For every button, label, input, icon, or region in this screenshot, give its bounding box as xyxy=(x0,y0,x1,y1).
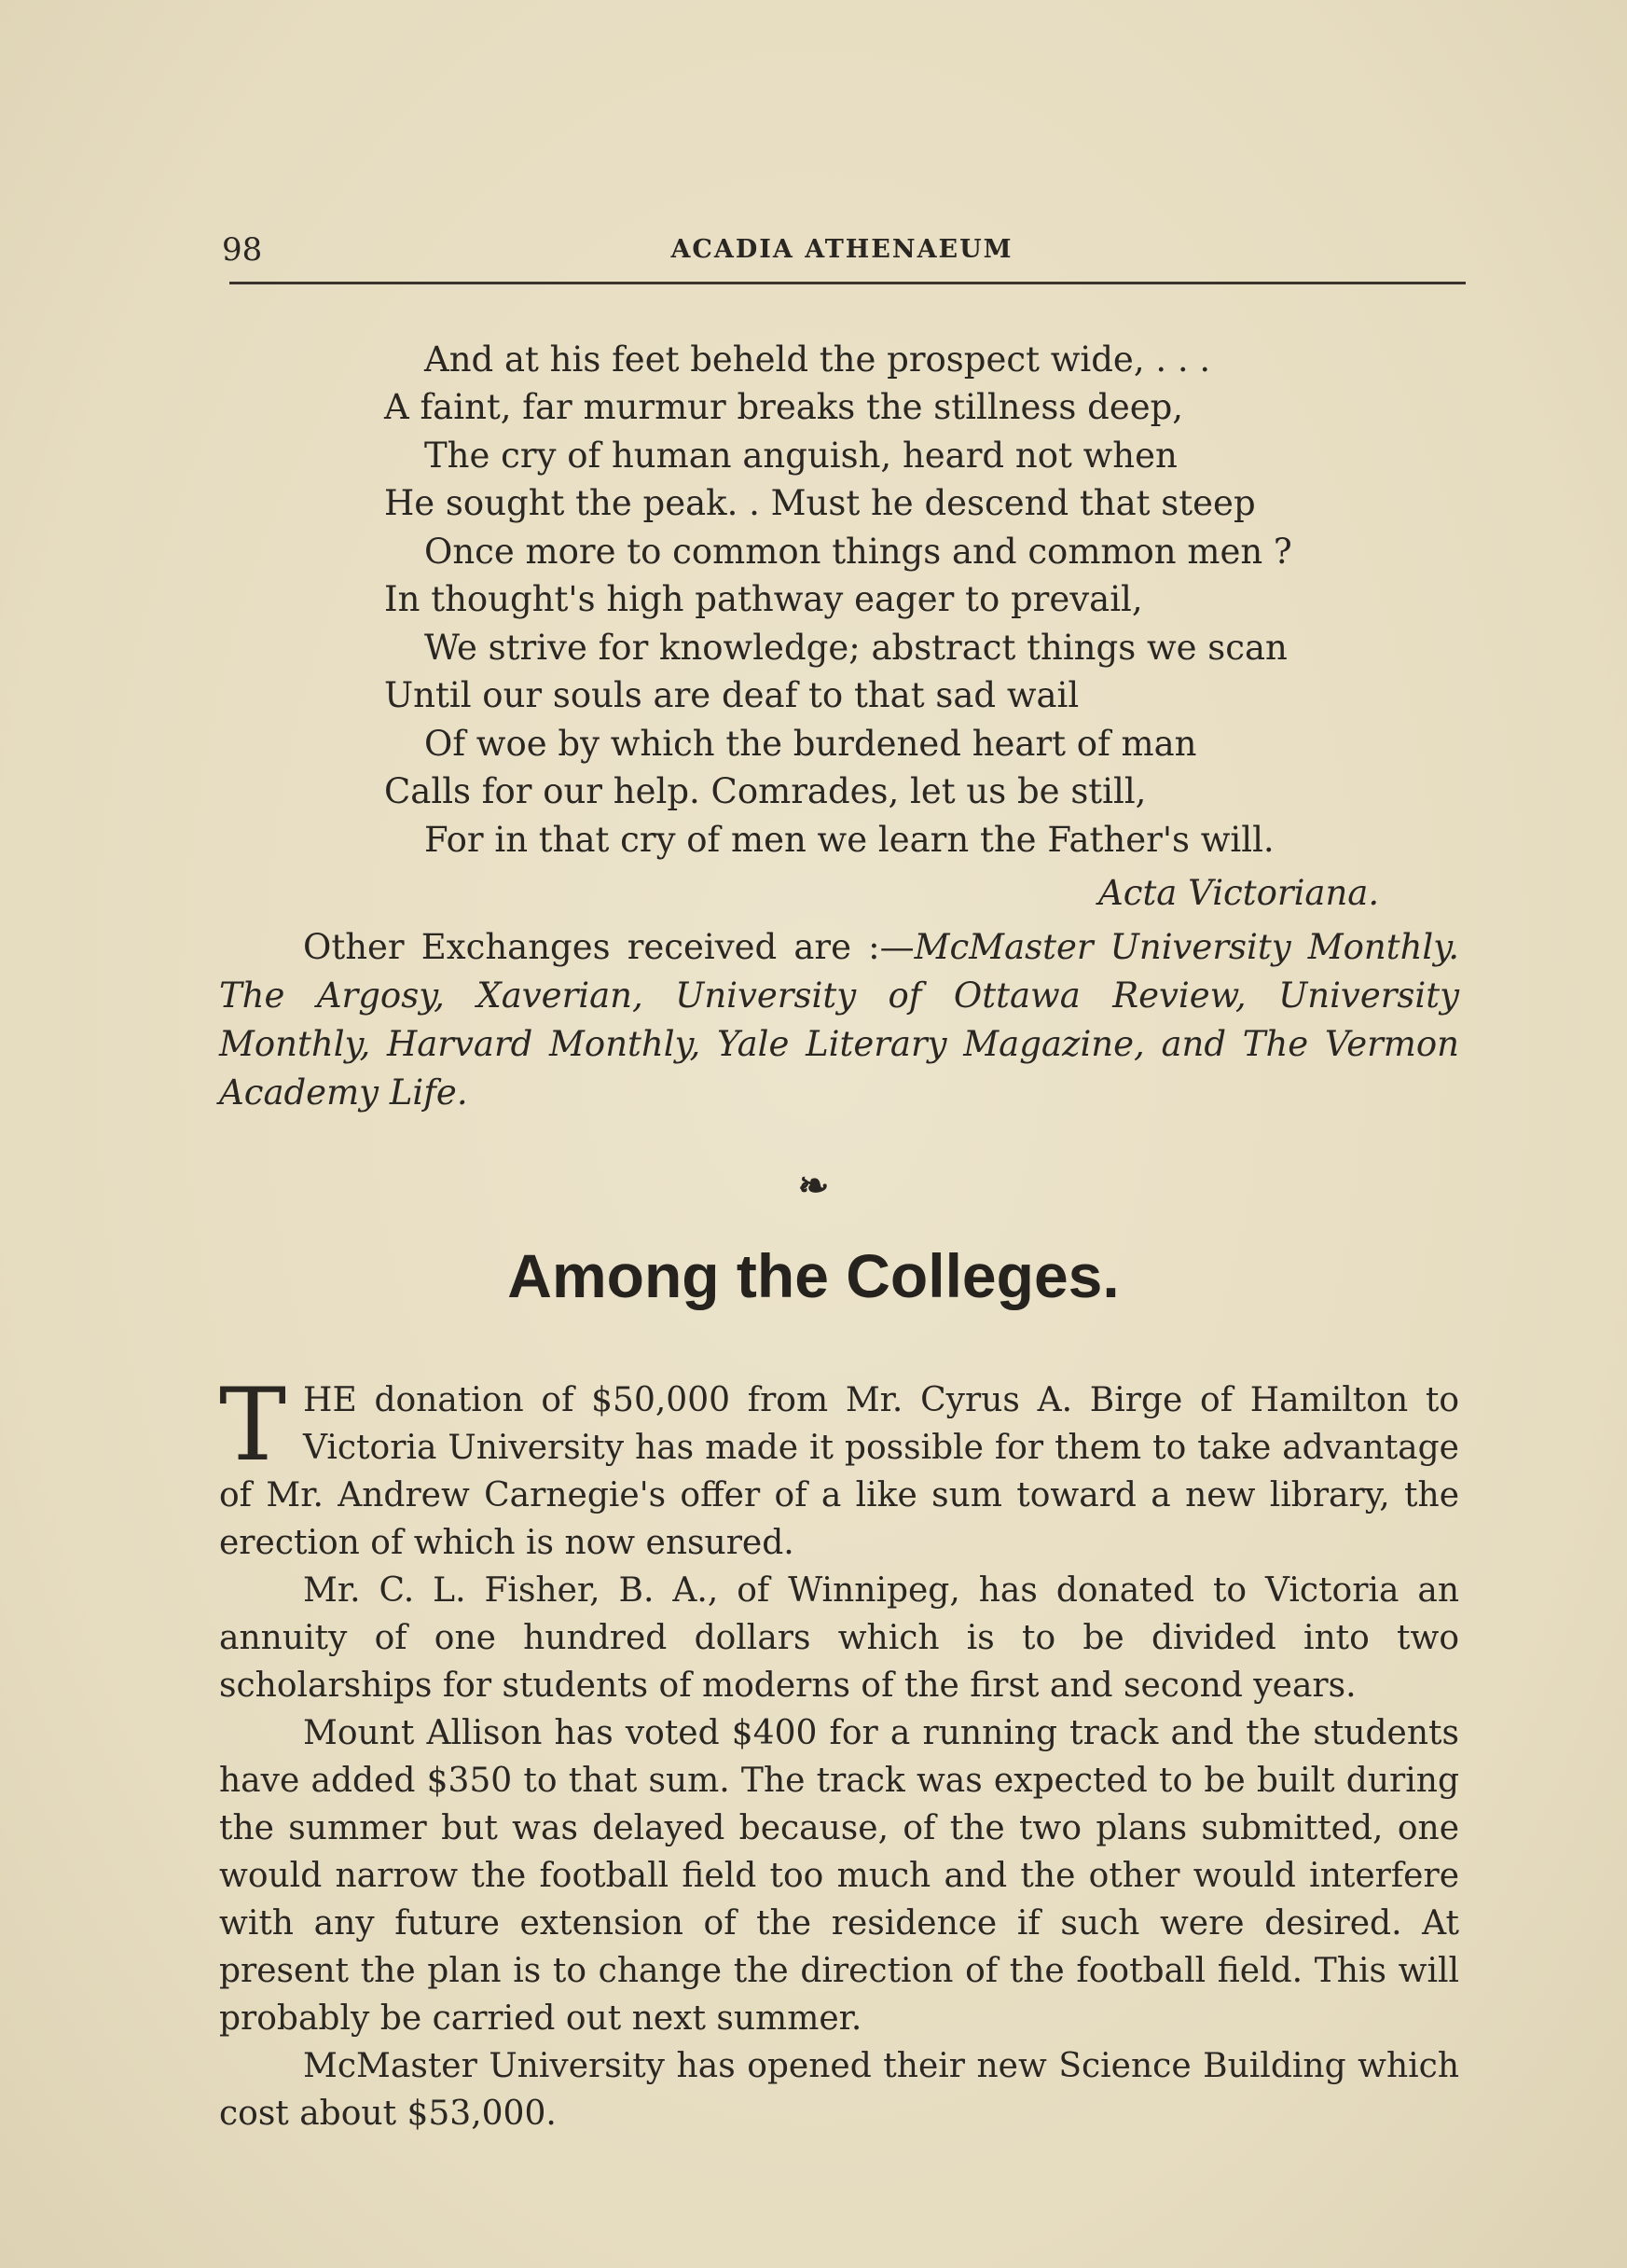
poem-line: We strive for knowledge; abstract things we scan xyxy=(424,628,1288,668)
poem-line: For in that cry of men we learn the Father's will. xyxy=(424,820,1275,860)
running-title: ACADIA ATHENAEUM xyxy=(670,235,1013,264)
poem-line: The cry of human anguish, heard not when xyxy=(424,436,1178,476)
paragraph: Mount Allison has voted $400 for a running track and the students have added $350 to that sum. The track was expected to be built during the summer but was delayed because, of the two plans submitted, one would narrow the football field too much and the other would interfere with any future extension of the residence if such were desired. At present the plan is to change the direction of the football field. This will probably be carried out next summer. xyxy=(219,1714,1459,2038)
page-number: 98 xyxy=(222,231,263,269)
header-rule xyxy=(229,282,1466,284)
poem-line: Of woe by which the burdened heart of man xyxy=(424,724,1197,764)
poem-line: He sought the peak. . Must he descend that steep xyxy=(384,483,1256,523)
poem-line: A faint, far murmur breaks the stillness deep, xyxy=(384,387,1184,427)
exchanges-paragraph xyxy=(219,923,1459,1117)
paragraph: Mr. C. L. Fisher, B. A., of Winnipeg, has donated to Victoria an annuity of one hundred dollars which is to be divided into two scholarships for students of moderns of the first and second years. xyxy=(219,1571,1459,1705)
section-body xyxy=(219,1367,1459,2137)
fleuron-ornament-icon: ❧ xyxy=(797,1164,830,1208)
paragraph-text: HE donation of $50,000 from Mr. Cyrus A. Birge of Hamilton to Victoria University has made it possible for them to take advantage of Mr. Andrew Carnegie's offer of a like sum toward a new library, the erection of which is now ensured. xyxy=(219,1381,1459,1562)
page-header xyxy=(222,231,1462,278)
paragraph xyxy=(219,1367,1459,1567)
poem-attribution: Acta Victoriana. xyxy=(1098,873,1380,913)
section-title: Among the Colleges. xyxy=(507,1241,1120,1310)
exchanges-list: McMaster University Monthly. The Argosy, Xaverian, University of Ottawa Review, University Monthly, Harvard Monthly, Yale Literary Magazine, and The Vermon Academy Life. xyxy=(219,927,1459,1113)
drop-cap: T xyxy=(219,1367,287,1484)
poem-line: Once more to common things and common men ? xyxy=(424,532,1292,572)
poem-line: Calls for our help. Comrades, let us be still, xyxy=(384,771,1147,811)
exchanges-lead: Other Exchanges received are :— xyxy=(303,927,915,967)
poem-line: And at his feet beheld the prospect wide, . . . xyxy=(424,339,1211,380)
poem-line: Until our souls are deaf to that sad wail xyxy=(384,675,1080,715)
poem-line: In thought's high pathway eager to prevail, xyxy=(384,579,1143,619)
paragraph: McMaster University has opened their new Science Building which cost about $53,000. xyxy=(219,2047,1459,2133)
